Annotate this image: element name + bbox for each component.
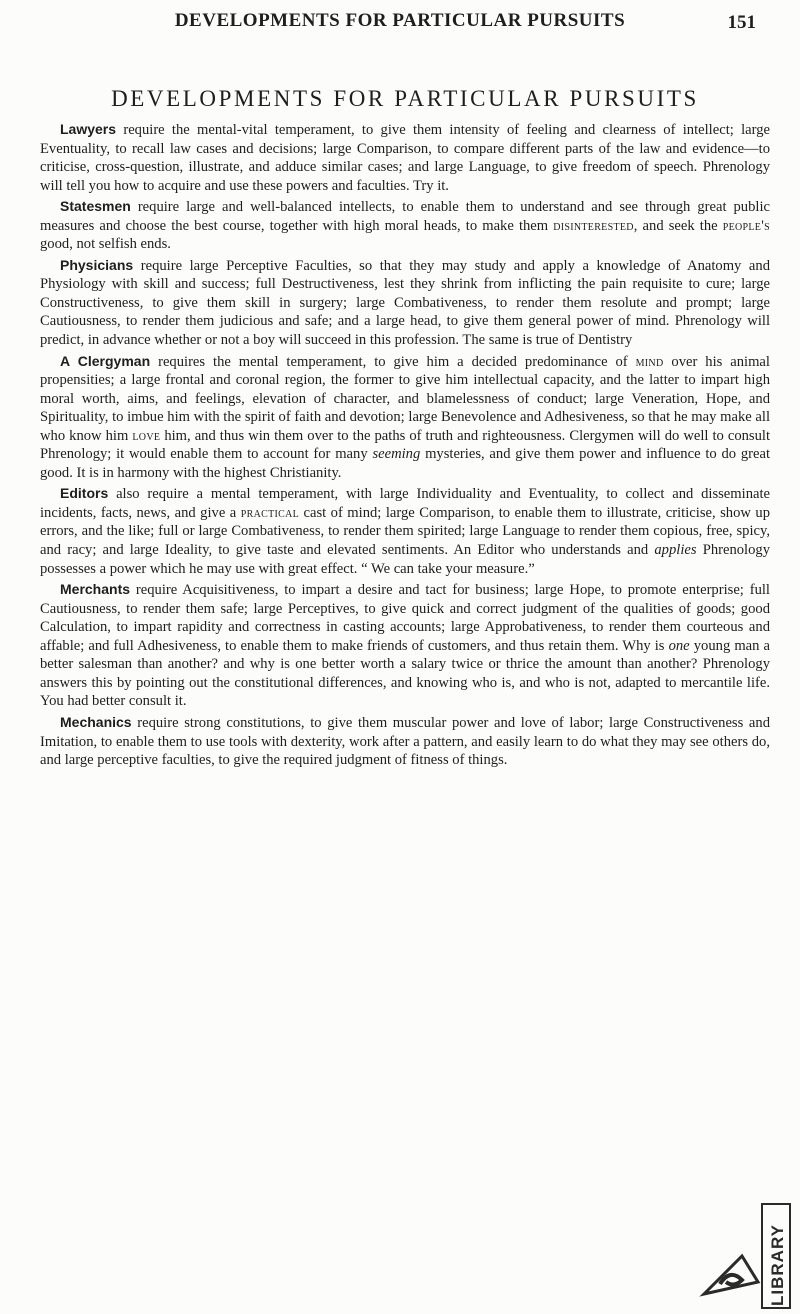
paragraph-text: mysteries, and give them power and influence to do great good. It is in harmony with the highest Christianity.: [40, 446, 771, 481]
paragraph-clergyman: [40, 352, 770, 483]
paragraph-text: young man a better salesman than another? and why is one better worth a salary twice or thrice the amount than another? Phrenology answers this by pointing out the constitutional differences, and knowing who is, and who is not, adapted to mercantile life. You had better consult it.: [40, 637, 771, 710]
paragraph-text: require strong constitutions, to give them muscular power and love of labor; large Constructiveness and Imitation, to enable them to use tools with dexterity, work after a pattern, and easily learn to do what they may see others do, and large perceptive faculties, to give the required judgment of fitness of things.: [40, 714, 770, 769]
paragraph-text: requires the mental temperament, to give him a decided predominance of: [158, 353, 628, 370]
small-caps-text: disinterested: [553, 217, 634, 234]
paragraph-editors: [40, 484, 770, 578]
small-caps-text: mind: [635, 353, 664, 370]
small-caps-text: practical: [240, 504, 300, 521]
lead-term: Physicians: [60, 256, 134, 273]
page-number: 151: [727, 12, 756, 33]
paragraph-text: him, and thus win them over to the paths of truth and righteousness. Clergymen will do well to consult Phrenology; it would enable them to account for many: [40, 427, 771, 463]
paragraph-physicians: [40, 256, 770, 350]
paragraph-statesmen: [40, 197, 770, 254]
paragraph-text: cast of mind; large Comparison, to enable them to illustrate, criticise, show up errors, and the like; full or large Combativeness, to render them spirited; large Language to render them copious, free, spicy, and racy; and large Ideality, to give taste and elevated sentiments. An Editor who understands and: [40, 504, 770, 559]
paragraph-text: require Acquisitiveness, to impart a desire and tact for business; large Hope, to promote enterprise; full Cautiousness, to render them safe; large Perceptives, to give quick and correct judgment of the qualities of goods; good Calculation, to impart rapidity and correctness in casting accounts; large Approbativeness, to render them courteous and affable; and full Adhesiveness, to enable them to make friends of customers, and thus retain them. Why is: [40, 582, 770, 654]
paragraph-mechanics: [40, 713, 770, 770]
paragraph-text: require the mental-vital temperament, to give them intensity of feeling and clearness of intellect; large Eventuality, to recall law cases and decisions; large Comparison, to compare different parts of the law and evidence—to criticise, cross-question, illustrate, and adduce similar cases; and large Language, to give freedom of speech. Phrenology will tell you how to acquire and use these powers and faculties. Try it.: [40, 122, 770, 194]
lead-term: Lawyers: [60, 121, 117, 137]
page-title: DEVELOPMENTS FOR PARTICULAR PURSUITS: [111, 86, 699, 111]
small-caps-text: people's: [722, 217, 770, 234]
paragraph-merchants: [40, 580, 770, 711]
lead-term: A Clergyman: [60, 352, 151, 369]
paragraph-text: Phrenology possesses a power which he may use with great effect. “ We can take your measure.”: [40, 542, 770, 577]
lead-term: Mechanics: [60, 713, 132, 730]
paragraph-lawyers: [40, 120, 770, 195]
lead-term: Statesmen: [60, 198, 131, 215]
italic-text: applies: [654, 542, 697, 559]
lead-term: Editors: [60, 485, 109, 502]
paragraph-text: require large and well-balanced intellects, to enable them to understand and see through great public measures and choose the best course, together with high moral heads, to make them: [40, 199, 770, 234]
paragraph-text: over his animal propensities; a large frontal and coronal region, the former to give him intellectual capacity, and the latter to impart high moral worth, aims, and feelings, elevation of character, and blamelessness of conduct; large Veneration, Hope, and Spirituality, to imbue him with the spirit of faith and devotion; large Benevolence and Adhesiveness, so that he may make all who know him: [40, 353, 770, 444]
article-body: [40, 120, 770, 772]
small-caps-text: love: [132, 427, 161, 444]
running-head: DEVELOPMENTS FOR PARTICULAR PURSUITS: [174, 10, 626, 31]
italic-text: seeming: [372, 446, 421, 463]
italic-text: one: [668, 637, 690, 654]
paragraph-text: , and seek the: [633, 217, 718, 234]
paragraph-text: require large Perceptive Faculties, so that they may study and apply a knowledge of Anatomy and Physiology with skill and success; full Destructiveness, lest they shrink from inflicting the pain requisite to cure; large Constructiveness, to give them skill in surgery; large Combativeness, to render them resolute and prompt; large Cautiousness, to render them judicious and safe; and a large head, to give them general power of mind. Phrenology will predict, in advance whether or not a boy will succeed in this profession. The same is true of Dentistry: [40, 257, 770, 349]
paragraph-text: also require a mental temperament, with large Individuality and Eventuality, to collect and disseminate incidents, facts, news, and give a: [40, 486, 770, 521]
stamp-text: LIBRARY: [768, 1224, 787, 1306]
lead-term: Merchants: [60, 581, 131, 598]
paragraph-text: good, not selfish ends.: [40, 236, 171, 253]
library-stamp: [698, 1198, 794, 1310]
